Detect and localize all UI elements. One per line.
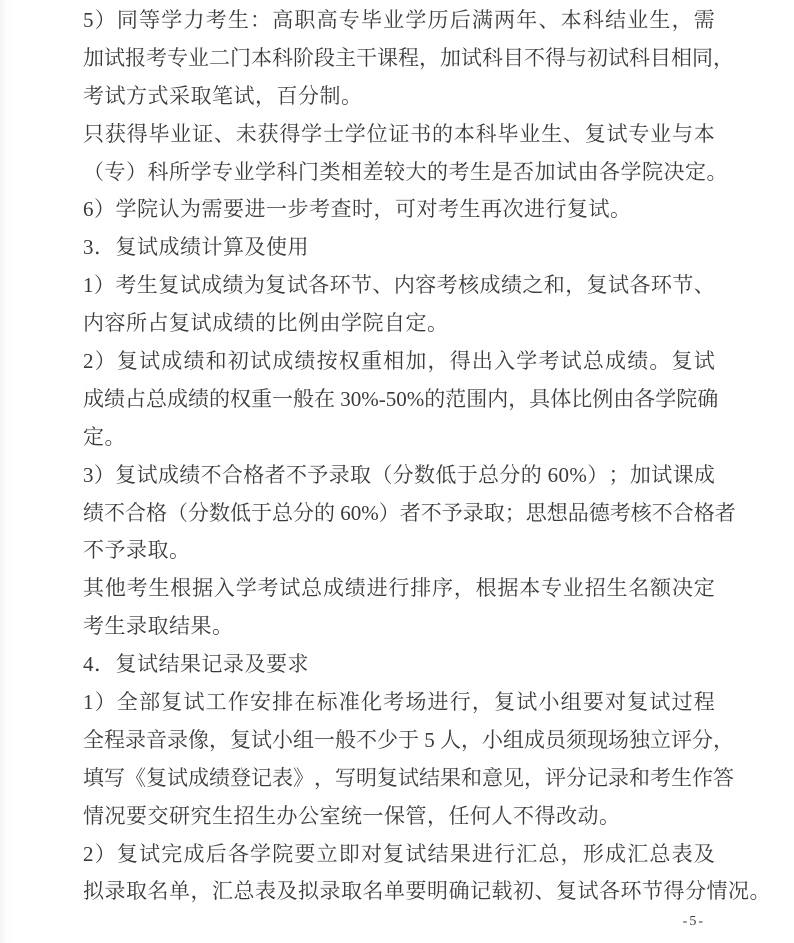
text-line: 不予录取。: [83, 538, 191, 563]
text-line: 成 绩 占 总 成 绩 的 权 重 一 般 在 3 0 % - 5 0 % 的 范 围 内 ， 具 体 比 例 由 各 学 院 确: [83, 386, 719, 411]
text-line: 2 ） 复 试 完 成 后 各 学 院 要 立 即 对 复 试 结 果 进 行 汇 总 ， 形 成 汇 总 表 及: [83, 841, 715, 866]
text-line: 6）学院认为需要进一步考查时，可对考生再次进行复试。: [83, 197, 632, 222]
text-line: （专）科所学专业学科门类相差较大的考生是否加试由各学院决定。: [83, 159, 728, 184]
text-line: 5 ） 同 等 学 力 考 生 ： 高 职 高 专 毕 业 学 历 后 满 两 年 、 本 科 结 业 生 ， 需: [83, 8, 715, 32]
text-line: 全 程 录 音 录 像 ， 复 试 小 组 一 般 不 少 于 5 人 ， 小 组 成 员 须 现 场 独 立 评 分 ，: [83, 727, 734, 752]
text-line: 3．复试成绩计算及使用: [83, 235, 309, 260]
text-line: 1 ） 考 生 复 试 成 绩 为 复 试 各 环 节 、 内 容 考 核 成 绩 之 和 ， 复 试 各 环 节 、: [83, 273, 715, 298]
text-line: 其 他 考 生 根 据 入 学 考 试 总 成 绩 进 行 排 序 ， 根 据 本 专 业 招 生 名 额 决 定: [83, 576, 715, 601]
text-line: 3 ） 复 试 成 绩 不 合 格 者 不 予 录 取 （ 分 数 低 于 总 分 的 6 0 % ） ； 加 试 课 成: [83, 462, 715, 487]
text-line: 内容所占复试成绩的比例由学院自定。: [83, 311, 449, 336]
text-line: 考试方式采取笔试，百分制。: [83, 83, 363, 108]
document-body: [83, 2, 771, 911]
text-line: 2 ） 复 试 成 绩 和 初 试 成 绩 按 权 重 相 加 ， 得 出 入 学 考 试 总 成 绩 。 复 试: [83, 349, 715, 374]
text-line: 定。: [83, 424, 126, 449]
page-number: -5-: [682, 914, 705, 929]
text-line: 绩 不 合 格 （ 分 数 低 于 总 分 的 6 0 % ） 者 不 予 录 取 ； 思 想 品 德 考 核 不 合 格 者: [83, 500, 736, 525]
text-line: 只 获 得 毕 业 证 、 未 获 得 学 士 学 位 证 书 的 本 科 毕 业 生 、 复 试 专 业 与 本: [83, 121, 715, 146]
text-line: 情况要交研究生招生办公室统一保管，任何人不得改动。: [83, 803, 621, 828]
text-line: 加 试 报 考 专 业 二 门 本 科 阶 段 主 干 课 程 ， 加 试 科 目 不 得 与 初 试 科 目 相 同 ，: [83, 45, 734, 70]
text-line: 拟录取名单，汇总表及拟录取名单要明确记载初、复试各环节得分情况。: [83, 879, 771, 904]
text-line: 考生录取结果。: [83, 614, 234, 639]
text-line: 填 写 《 复 试 成 绩 登 记 表 》 ， 写 明 复 试 结 果 和 意 见 ， 评 分 记 录 和 考 生 作 答: [83, 765, 734, 790]
text-line: 4．复试结果记录及要求: [83, 652, 309, 677]
text-line: 1 ） 全 部 复 试 工 作 安 排 在 标 准 化 考 场 进 行 ， 复 试 小 组 要 对 复 试 过 程: [83, 690, 715, 715]
